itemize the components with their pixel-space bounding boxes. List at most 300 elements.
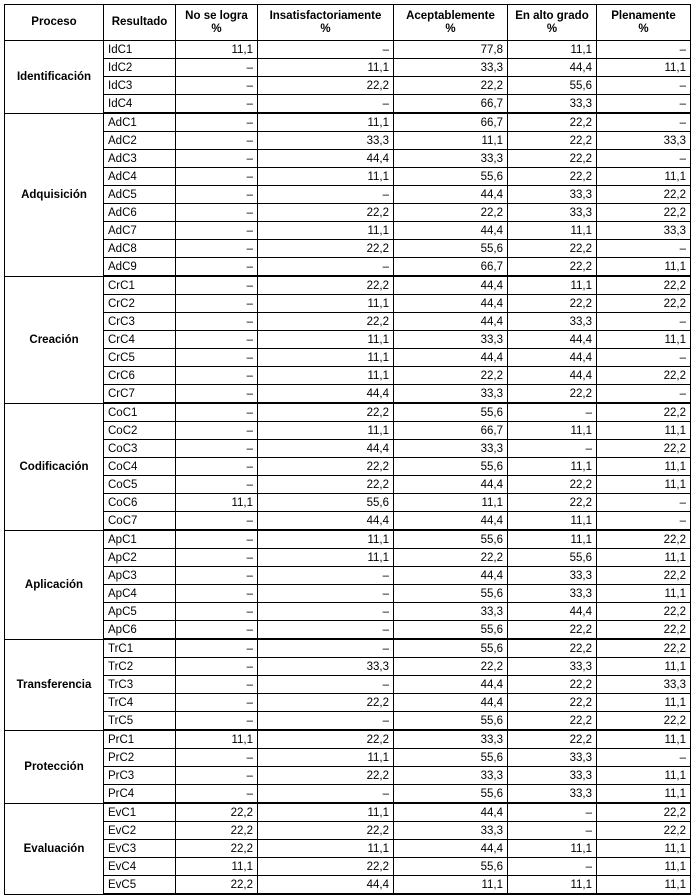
col-header-plenamente: Plenamente %: [597, 5, 691, 41]
percentage-cell: 22,2: [508, 168, 597, 186]
percentage-cell: –: [176, 385, 258, 404]
percentage-cell: 22,2: [258, 694, 394, 712]
percentage-cell: 33,3: [394, 822, 508, 840]
table-row: [5, 113, 691, 132]
percentage-cell: 22,2: [597, 530, 691, 549]
percentage-cell: 44,4: [394, 567, 508, 585]
result-code-cell: ApC4: [104, 585, 176, 603]
percentage-cell: 11,1: [258, 549, 394, 567]
percentage-cell: –: [597, 113, 691, 132]
percentage-cell: 44,4: [258, 440, 394, 458]
result-code-cell: ApC5: [104, 603, 176, 621]
percentage-cell: 55,6: [394, 585, 508, 603]
percentage-cell: 33,3: [394, 730, 508, 749]
percentage-cell: 55,6: [394, 530, 508, 549]
percentage-cell: 22,2: [394, 367, 508, 385]
table-row: [5, 385, 691, 404]
table-row: [5, 440, 691, 458]
result-code-cell: TrC2: [104, 658, 176, 676]
table-row: [5, 803, 691, 822]
percentage-cell: –: [176, 603, 258, 621]
percentage-cell: 22,2: [508, 385, 597, 404]
percentage-cell: 44,4: [258, 512, 394, 531]
percentage-cell: 11,1: [508, 276, 597, 295]
percentage-cell: –: [508, 403, 597, 422]
percentage-cell: 33,3: [508, 749, 597, 767]
percentage-cell: 33,3: [508, 95, 597, 114]
percentage-cell: –: [176, 530, 258, 549]
percentage-cell: 22,2: [508, 621, 597, 640]
result-code-cell: CrC6: [104, 367, 176, 385]
percentage-cell: –: [176, 222, 258, 240]
percentage-cell: 11,1: [508, 530, 597, 549]
table-row: [5, 331, 691, 349]
percentage-cell: –: [176, 476, 258, 494]
percentage-cell: 22,2: [508, 113, 597, 132]
result-code-cell: ApC1: [104, 530, 176, 549]
percentage-cell: 22,2: [394, 77, 508, 95]
percentage-cell: 22,2: [258, 204, 394, 222]
percentage-cell: 44,4: [394, 512, 508, 531]
percentage-cell: 33,3: [508, 658, 597, 676]
result-code-cell: PrC3: [104, 767, 176, 785]
percentage-cell: –: [176, 331, 258, 349]
percentage-cell: 44,4: [394, 694, 508, 712]
percentage-cell: –: [176, 367, 258, 385]
result-code-cell: EvC1: [104, 803, 176, 822]
percentage-cell: 55,6: [394, 712, 508, 731]
percentage-cell: 11,1: [597, 59, 691, 77]
result-code-cell: AdC5: [104, 186, 176, 204]
table-row: [5, 403, 691, 422]
col-header-en-alto-grado: En alto grado %: [508, 5, 597, 41]
percentage-cell: 55,6: [394, 639, 508, 658]
percentage-cell: –: [597, 77, 691, 95]
percentage-cell: –: [258, 676, 394, 694]
percentage-cell: –: [258, 621, 394, 640]
percentage-cell: 22,2: [597, 639, 691, 658]
percentage-cell: 22,2: [508, 295, 597, 313]
process-cell: Aplicación: [5, 530, 104, 639]
percentage-cell: 22,2: [597, 621, 691, 640]
table-row: [5, 694, 691, 712]
result-code-cell: IdC2: [104, 59, 176, 77]
percentage-cell: 22,2: [597, 204, 691, 222]
percentage-cell: –: [176, 168, 258, 186]
percentage-cell: 22,2: [508, 258, 597, 277]
table-row: [5, 585, 691, 603]
percentage-cell: 22,2: [597, 403, 691, 422]
col-header-aceptablemente: Aceptablemente %: [394, 5, 508, 41]
percentage-cell: 11,1: [597, 785, 691, 804]
table-row: [5, 639, 691, 658]
percentage-cell: 55,6: [394, 621, 508, 640]
result-code-cell: AdC4: [104, 168, 176, 186]
percentage-cell: –: [176, 113, 258, 132]
percentage-cell: –: [176, 95, 258, 114]
percentage-cell: 66,7: [394, 113, 508, 132]
table-row: [5, 530, 691, 549]
percentage-cell: –: [508, 803, 597, 822]
result-code-cell: EvC4: [104, 858, 176, 876]
percentage-cell: 55,6: [508, 549, 597, 567]
percentage-cell: 11,1: [258, 367, 394, 385]
result-code-cell: CrC5: [104, 349, 176, 367]
percentage-cell: –: [597, 349, 691, 367]
percentage-cell: 55,6: [258, 494, 394, 512]
percentage-cell: 11,1: [508, 512, 597, 531]
percentage-cell: –: [258, 258, 394, 277]
percentage-cell: 33,3: [394, 440, 508, 458]
result-code-cell: IdC4: [104, 95, 176, 114]
result-code-cell: CrC3: [104, 313, 176, 331]
percentage-cell: 44,4: [508, 349, 597, 367]
percentage-cell: 44,4: [394, 476, 508, 494]
percentage-cell: 11,1: [597, 258, 691, 277]
table-row: [5, 676, 691, 694]
percentage-cell: 55,6: [394, 749, 508, 767]
percentage-cell: 22,2: [597, 440, 691, 458]
percentage-cell: 11,1: [258, 59, 394, 77]
percentage-cell: 22,2: [508, 476, 597, 494]
table-row: [5, 476, 691, 494]
percentage-cell: 11,1: [597, 458, 691, 476]
percentage-cell: –: [176, 621, 258, 640]
percentage-cell: 22,2: [508, 494, 597, 512]
process-cell: Adquisición: [5, 113, 104, 276]
percentage-cell: 11,1: [597, 658, 691, 676]
percentage-cell: –: [597, 41, 691, 59]
table-row: [5, 494, 691, 512]
percentage-cell: –: [597, 385, 691, 404]
table-row: [5, 258, 691, 277]
percentage-cell: 44,4: [394, 222, 508, 240]
percentage-cell: –: [176, 204, 258, 222]
result-code-cell: CoC5: [104, 476, 176, 494]
result-code-cell: CrC1: [104, 276, 176, 295]
table-row: [5, 240, 691, 258]
table-row: [5, 458, 691, 476]
percentage-cell: 22,2: [508, 694, 597, 712]
result-code-cell: IdC3: [104, 77, 176, 95]
percentage-cell: 11,1: [258, 349, 394, 367]
percentage-cell: 22,2: [258, 767, 394, 785]
percentage-cell: 33,3: [508, 204, 597, 222]
percentage-cell: –: [597, 512, 691, 531]
col-header-insatisfactoriamente: Insatisfactoriamente %: [258, 5, 394, 41]
percentage-cell: 22,2: [258, 313, 394, 331]
table-row: [5, 512, 691, 531]
result-code-cell: CoC6: [104, 494, 176, 512]
percentage-cell: 11,1: [258, 803, 394, 822]
table-row: [5, 603, 691, 621]
col-header-resultado: Resultado: [104, 5, 176, 41]
percentage-cell: 11,1: [508, 41, 597, 59]
result-code-cell: AdC6: [104, 204, 176, 222]
percentage-cell: –: [176, 295, 258, 313]
table-row: [5, 549, 691, 567]
percentage-cell: 22,2: [258, 858, 394, 876]
percentage-cell: –: [176, 785, 258, 804]
percentage-cell: 44,4: [394, 295, 508, 313]
percentage-cell: 11,1: [176, 730, 258, 749]
percentage-cell: –: [176, 549, 258, 567]
result-code-cell: TrC3: [104, 676, 176, 694]
percentage-cell: 22,2: [508, 639, 597, 658]
percentage-cell: –: [597, 494, 691, 512]
percentage-cell: 33,3: [258, 658, 394, 676]
percentage-cell: 33,3: [597, 132, 691, 150]
percentage-cell: –: [176, 422, 258, 440]
table-row: [5, 349, 691, 367]
percentage-cell: 44,4: [258, 876, 394, 895]
percentage-cell: 22,2: [176, 822, 258, 840]
percentage-cell: 22,2: [597, 603, 691, 621]
percentage-cell: 11,1: [597, 876, 691, 895]
result-code-cell: AdC9: [104, 258, 176, 277]
percentage-cell: 22,2: [597, 822, 691, 840]
result-code-cell: ApC3: [104, 567, 176, 585]
percentage-cell: 22,2: [258, 822, 394, 840]
percentage-cell: 77,8: [394, 41, 508, 59]
percentage-cell: 33,3: [394, 603, 508, 621]
percentage-cell: –: [176, 186, 258, 204]
percentage-cell: –: [258, 785, 394, 804]
result-code-cell: IdC1: [104, 41, 176, 59]
table-row: [5, 59, 691, 77]
result-code-cell: AdC8: [104, 240, 176, 258]
percentage-cell: 11,1: [508, 422, 597, 440]
percentage-cell: 22,2: [258, 458, 394, 476]
percentage-cell: 22,2: [176, 876, 258, 895]
result-code-cell: CoC1: [104, 403, 176, 422]
table-row: [5, 785, 691, 804]
result-code-cell: TrC5: [104, 712, 176, 731]
percentage-cell: –: [176, 150, 258, 168]
table-body: [5, 41, 691, 895]
result-code-cell: EvC3: [104, 840, 176, 858]
percentage-cell: –: [176, 403, 258, 422]
percentage-cell: –: [176, 658, 258, 676]
result-code-cell: ApC2: [104, 549, 176, 567]
percentage-cell: 11,1: [258, 222, 394, 240]
process-cell: Protección: [5, 730, 104, 803]
table-row: [5, 567, 691, 585]
percentage-cell: –: [176, 639, 258, 658]
percentage-cell: 44,4: [508, 331, 597, 349]
percentage-cell: –: [597, 749, 691, 767]
table-row: [5, 712, 691, 731]
table-row: [5, 621, 691, 640]
table-row: [5, 132, 691, 150]
percentage-cell: 11,1: [597, 585, 691, 603]
percentage-cell: 22,2: [597, 803, 691, 822]
table-row: [5, 422, 691, 440]
percentage-cell: –: [258, 95, 394, 114]
result-code-cell: PrC2: [104, 749, 176, 767]
table-row: [5, 168, 691, 186]
percentage-cell: 55,6: [394, 785, 508, 804]
table-row: [5, 77, 691, 95]
table-row: [5, 658, 691, 676]
percentage-cell: 11,1: [597, 168, 691, 186]
header-row: [5, 5, 691, 41]
percentage-cell: 11,1: [258, 530, 394, 549]
percentage-cell: 22,2: [597, 186, 691, 204]
result-code-cell: EvC5: [104, 876, 176, 895]
percentage-cell: –: [258, 186, 394, 204]
percentage-cell: 33,3: [394, 385, 508, 404]
result-code-cell: CrC4: [104, 331, 176, 349]
percentage-cell: 11,1: [597, 767, 691, 785]
percentage-cell: –: [508, 440, 597, 458]
percentage-cell: –: [258, 567, 394, 585]
result-code-cell: CrC7: [104, 385, 176, 404]
percentage-cell: 22,2: [597, 712, 691, 731]
percentage-cell: 44,4: [394, 349, 508, 367]
percentage-cell: 11,1: [176, 494, 258, 512]
process-cell: Codificación: [5, 403, 104, 530]
percentage-cell: –: [508, 858, 597, 876]
percentage-cell: 22,2: [258, 77, 394, 95]
percentage-cell: 33,3: [394, 331, 508, 349]
percentage-cell: –: [176, 132, 258, 150]
results-table: [4, 4, 691, 895]
percentage-cell: 33,3: [508, 785, 597, 804]
percentage-cell: 11,1: [258, 295, 394, 313]
result-code-cell: AdC7: [104, 222, 176, 240]
percentage-cell: 22,2: [176, 840, 258, 858]
table-row: [5, 840, 691, 858]
table-row: [5, 730, 691, 749]
result-code-cell: CrC2: [104, 295, 176, 313]
percentage-cell: 11,1: [597, 549, 691, 567]
percentage-cell: –: [176, 258, 258, 277]
percentage-cell: –: [597, 313, 691, 331]
percentage-cell: 22,2: [394, 204, 508, 222]
percentage-cell: 55,6: [394, 240, 508, 258]
process-cell: Transferencia: [5, 639, 104, 730]
percentage-cell: –: [176, 240, 258, 258]
percentage-cell: 22,2: [258, 403, 394, 422]
percentage-cell: 11,1: [394, 876, 508, 895]
percentage-cell: 33,3: [597, 222, 691, 240]
percentage-cell: 22,2: [508, 676, 597, 694]
percentage-cell: –: [258, 603, 394, 621]
percentage-cell: –: [176, 59, 258, 77]
table-row: [5, 367, 691, 385]
percentage-cell: 33,3: [394, 767, 508, 785]
percentage-cell: –: [508, 822, 597, 840]
percentage-cell: 22,2: [597, 276, 691, 295]
percentage-cell: 11,1: [597, 730, 691, 749]
percentage-cell: 11,1: [258, 331, 394, 349]
percentage-cell: 33,3: [258, 132, 394, 150]
percentage-cell: 11,1: [508, 458, 597, 476]
table-row: [5, 767, 691, 785]
process-cell: Identificación: [5, 41, 104, 114]
table-row: [5, 95, 691, 114]
result-code-cell: AdC3: [104, 150, 176, 168]
percentage-cell: 44,4: [394, 276, 508, 295]
percentage-cell: –: [176, 585, 258, 603]
percentage-cell: 22,2: [508, 240, 597, 258]
result-code-cell: AdC1: [104, 113, 176, 132]
result-code-cell: PrC4: [104, 785, 176, 804]
percentage-cell: –: [597, 95, 691, 114]
percentage-cell: 11,1: [258, 113, 394, 132]
col-header-no-se-logra: No se logra %: [176, 5, 258, 41]
percentage-cell: 22,2: [597, 567, 691, 585]
percentage-cell: 33,3: [508, 567, 597, 585]
percentage-cell: 66,7: [394, 258, 508, 277]
percentage-cell: 11,1: [258, 168, 394, 186]
percentage-cell: –: [176, 694, 258, 712]
table-row: [5, 204, 691, 222]
percentage-cell: –: [258, 639, 394, 658]
table-row: [5, 858, 691, 876]
percentage-cell: 44,4: [508, 59, 597, 77]
percentage-cell: 11,1: [597, 858, 691, 876]
table-row: [5, 222, 691, 240]
percentage-cell: 55,6: [394, 168, 508, 186]
percentage-cell: 11,1: [176, 41, 258, 59]
percentage-cell: 33,3: [508, 585, 597, 603]
percentage-cell: 33,3: [597, 676, 691, 694]
percentage-cell: –: [176, 767, 258, 785]
table-row: [5, 822, 691, 840]
percentage-cell: –: [176, 567, 258, 585]
percentage-cell: 11,1: [508, 876, 597, 895]
result-code-cell: CoC4: [104, 458, 176, 476]
percentage-cell: –: [176, 440, 258, 458]
result-code-cell: PrC1: [104, 730, 176, 749]
table-row: [5, 876, 691, 895]
percentage-cell: 44,4: [394, 803, 508, 822]
percentage-cell: 44,4: [258, 385, 394, 404]
percentage-cell: 22,2: [508, 132, 597, 150]
percentage-cell: 22,2: [258, 730, 394, 749]
percentage-cell: 44,4: [258, 150, 394, 168]
percentage-cell: 55,6: [508, 77, 597, 95]
percentage-cell: 22,2: [394, 549, 508, 567]
percentage-cell: 55,6: [394, 403, 508, 422]
percentage-cell: 11,1: [597, 840, 691, 858]
percentage-cell: 44,4: [394, 840, 508, 858]
percentage-cell: –: [597, 240, 691, 258]
percentage-cell: 33,3: [394, 150, 508, 168]
table-row: [5, 276, 691, 295]
percentage-cell: 44,4: [394, 186, 508, 204]
result-code-cell: CoC3: [104, 440, 176, 458]
percentage-cell: 44,4: [394, 676, 508, 694]
percentage-cell: 22,2: [258, 276, 394, 295]
percentage-cell: 11,1: [597, 331, 691, 349]
percentage-cell: 11,1: [176, 858, 258, 876]
percentage-cell: –: [176, 313, 258, 331]
table-row: [5, 186, 691, 204]
percentage-cell: –: [597, 150, 691, 168]
percentage-cell: –: [176, 712, 258, 731]
percentage-cell: 11,1: [597, 422, 691, 440]
result-code-cell: ApC6: [104, 621, 176, 640]
percentage-cell: 33,3: [394, 59, 508, 77]
percentage-cell: –: [176, 749, 258, 767]
table-row: [5, 749, 691, 767]
percentage-cell: 55,6: [394, 458, 508, 476]
percentage-cell: –: [176, 349, 258, 367]
percentage-cell: 11,1: [258, 422, 394, 440]
